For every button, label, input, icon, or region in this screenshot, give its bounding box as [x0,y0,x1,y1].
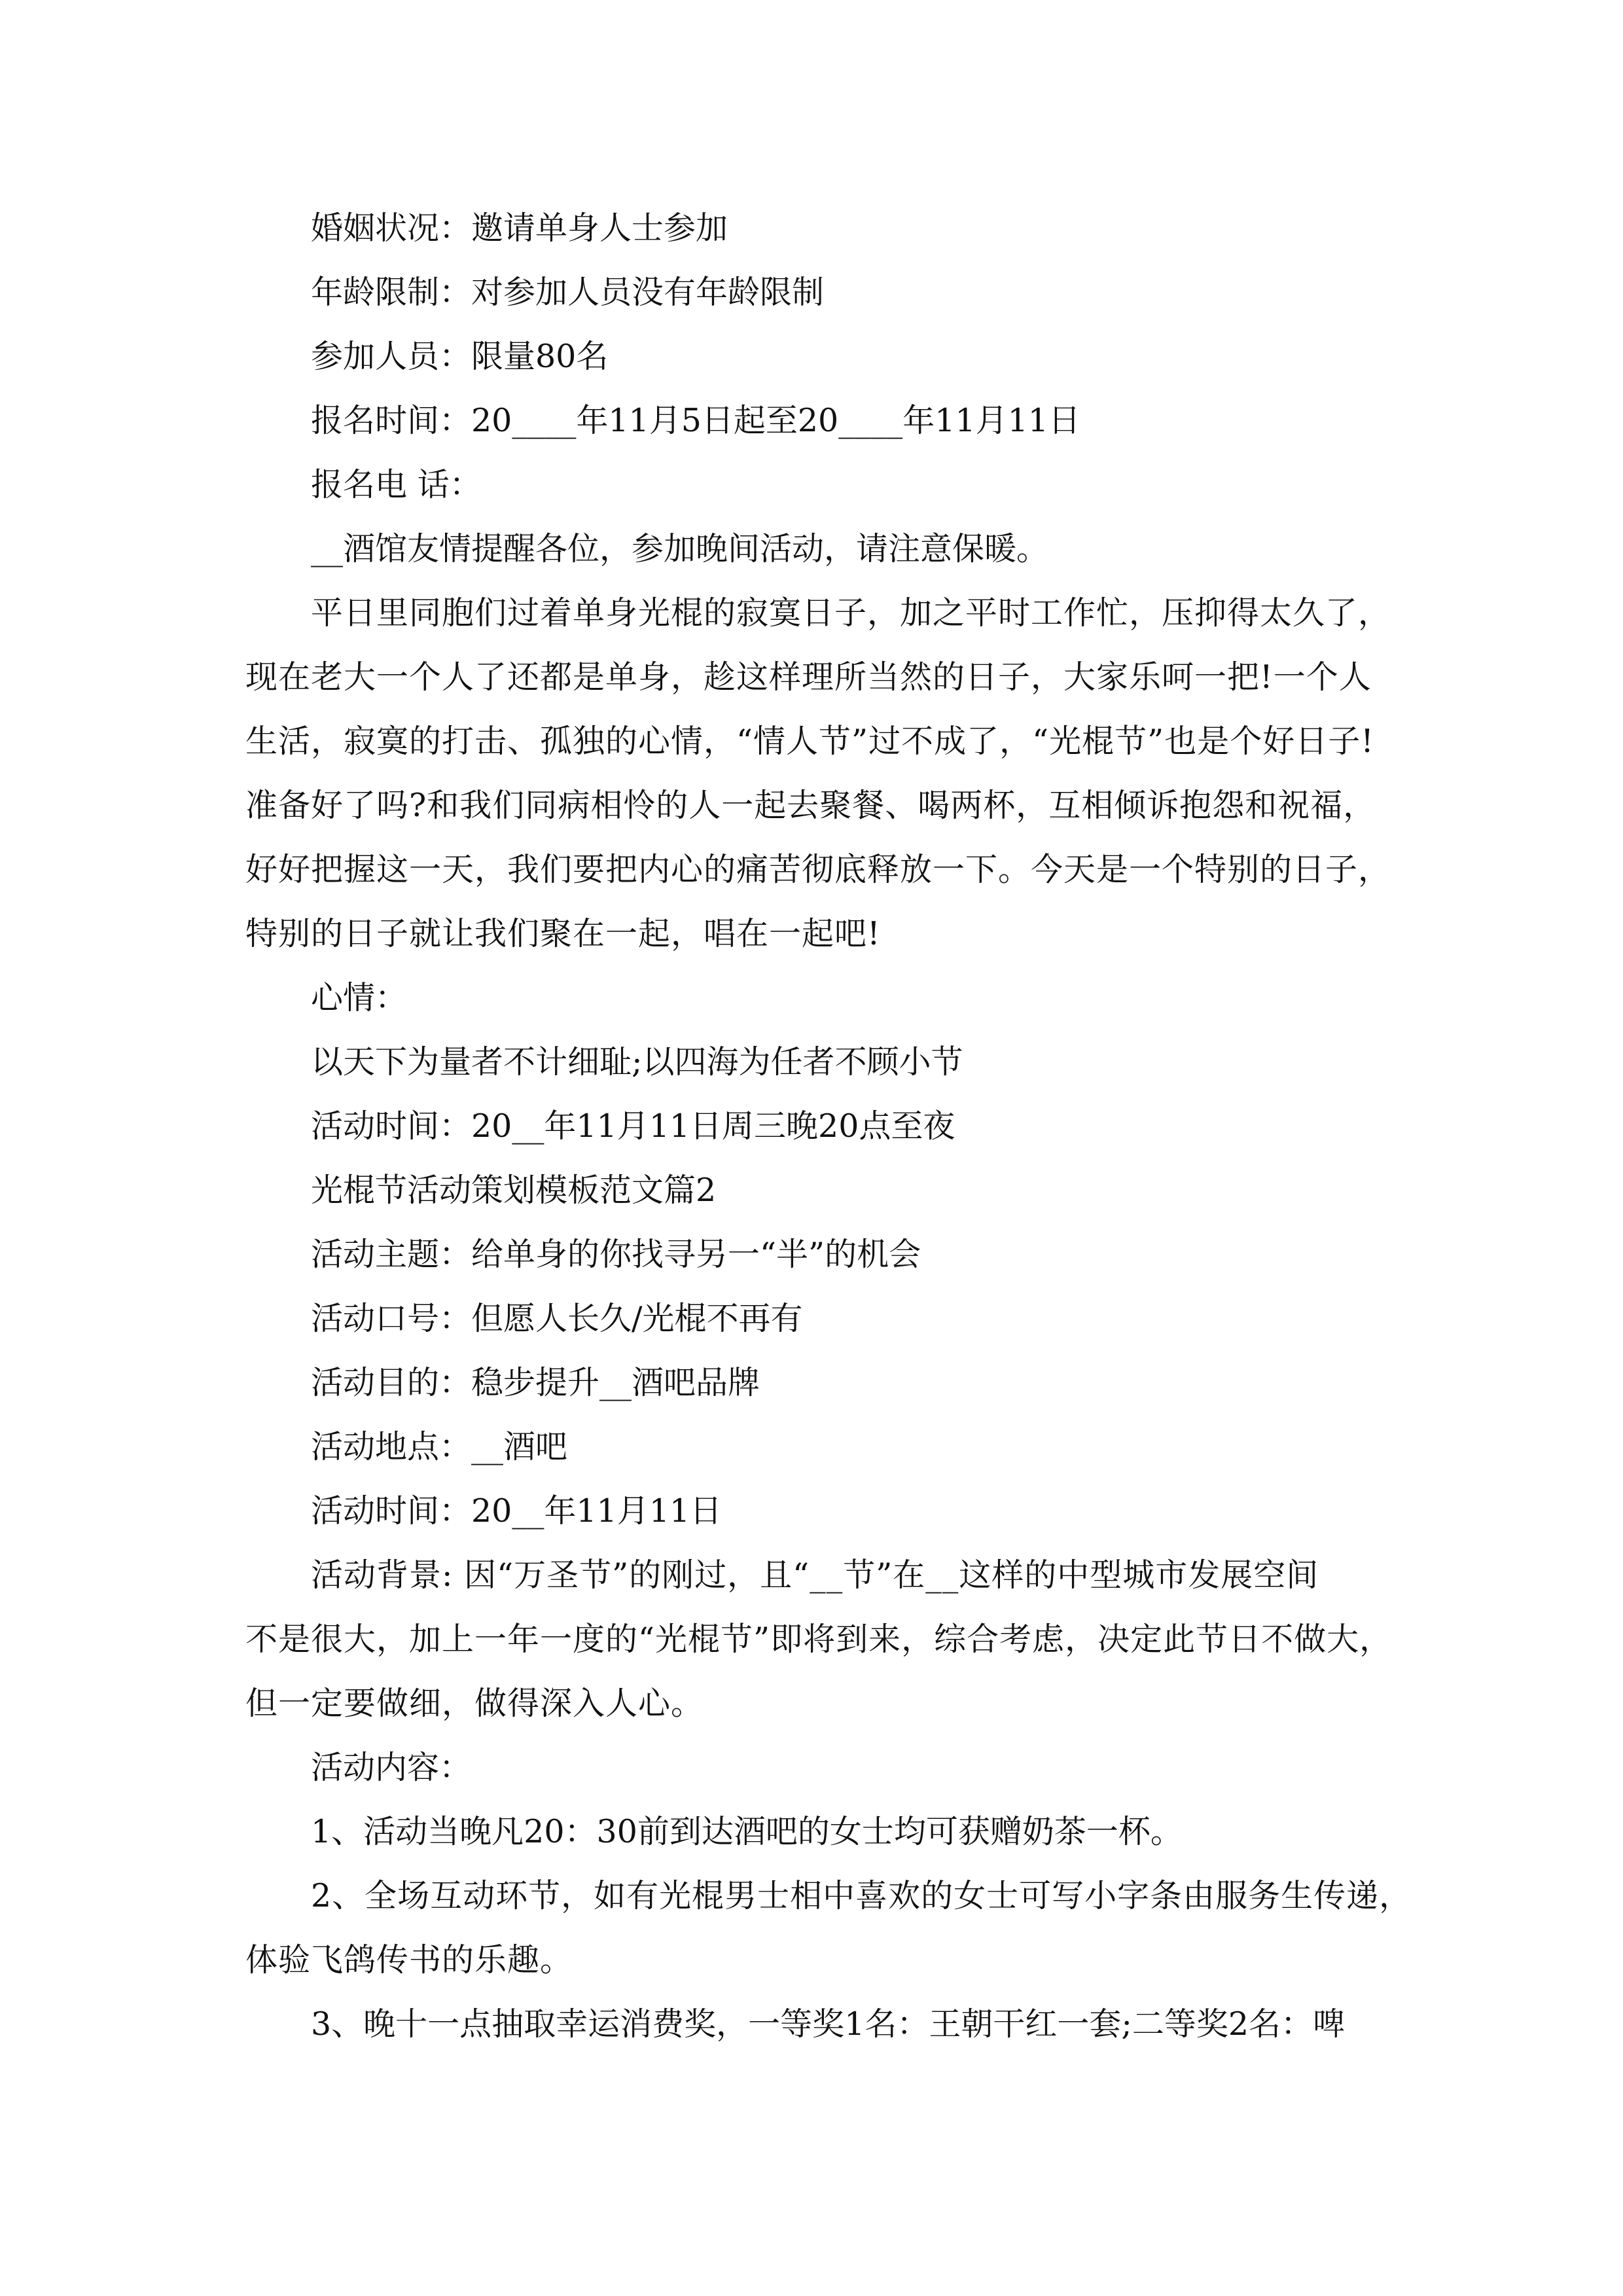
registration-time-line: 报名时间：20____年11月5日起至20____年11月11日 [311,402,1080,439]
mood-quote: 以天下为量者不计细耻;以四海为任者不顾小节 [311,1043,963,1081]
reminder-line: __酒馆友情提醒各位，参加晚间活动，请注意保暖。 [311,530,1049,567]
content-item-2-line: 体验飞鸽传书的乐趣。 [245,1941,573,1979]
content-item-3: 3、晚十一点抽取幸运消费奖，一等奖1名：王朝干红一套;二等奖2名：啤 [311,2005,1346,2043]
participants-line: 参加人员：限量80名 [311,338,609,375]
intro-paragraph [245,581,1397,966]
marital-status-line: 婚姻状况：邀请单身人士参加 [311,209,728,247]
content-item-1: 1、活动当晚凡20：30前到达酒吧的女士均可获赠奶茶一杯。 [311,1813,1183,1850]
registration-phone-line: 报名电 话： [311,466,482,503]
content-item-2 [245,1864,1412,1992]
intro-paragraph-line: 准备好了吗?和我们同病相怜的人一起去聚餐、喝两杯，互相倾诉抱怨和祝福， [245,787,1376,824]
event-location-line: 活动地点：__酒吧 [311,1428,568,1465]
background-paragraph-line: 但一定要做细，做得深入人心。 [245,1685,704,1722]
intro-paragraph-line: 好好把握这一天，我们要把内心的痛苦彻底释放一下。今天是一个特别的日子， [245,851,1391,888]
content-heading: 活动内容： [311,1749,472,1786]
section-title: 光棍节活动策划模板范文篇2 [311,1172,717,1209]
intro-paragraph-line: 现在老大一个人了还都是单身，趁这样理所当然的日子，大家乐呵一把!一个人 [245,658,1372,696]
background-paragraph-line: 不是很大，加上一年一度的“光棍节”即将到来，综合考虑，决定此节日不做大， [245,1621,1393,1658]
intro-paragraph-line: 特别的日子就让我们聚在一起，唱在一起吧! [245,915,881,952]
intro-paragraph-line: 生活，寂寞的打击、孤独的心情，“情人节”过不成了，“光棍节”也是个好日子! [245,723,1374,760]
event-slogan-line: 活动口号：但愿人长久/光棍不再有 [311,1300,803,1337]
event-purpose-line: 活动目的：稳步提升__酒吧品牌 [311,1364,760,1401]
content-item-2-line: 2、全场互动环节，如有光棍男士相中喜欢的女士可写小字条由服务生传递， [311,1877,1412,1914]
age-limit-line: 年龄限制：对参加人员没有年龄限制 [311,274,825,311]
document-body [245,196,1412,2056]
event-date-line: 活动时间：20__年11月11日 [311,1492,722,1530]
background-paragraph-line: 活动背景: 因“万圣节”的刚过，且“__节”在__这样的中型城市发展空间 [311,1556,1319,1594]
background-paragraph [245,1543,1397,1736]
mood-heading: 心情： [311,979,408,1016]
event-theme-line: 活动主题：给单身的你找寻另一“半”的机会 [311,1236,921,1273]
event-time-line: 活动时间：20__年11月11日周三晚20点至夜 [311,1107,955,1145]
intro-paragraph-line: 平日里同胞们过着单身光棍的寂寞日子，加之平时工作忙，压抑得太久了， [311,594,1391,632]
